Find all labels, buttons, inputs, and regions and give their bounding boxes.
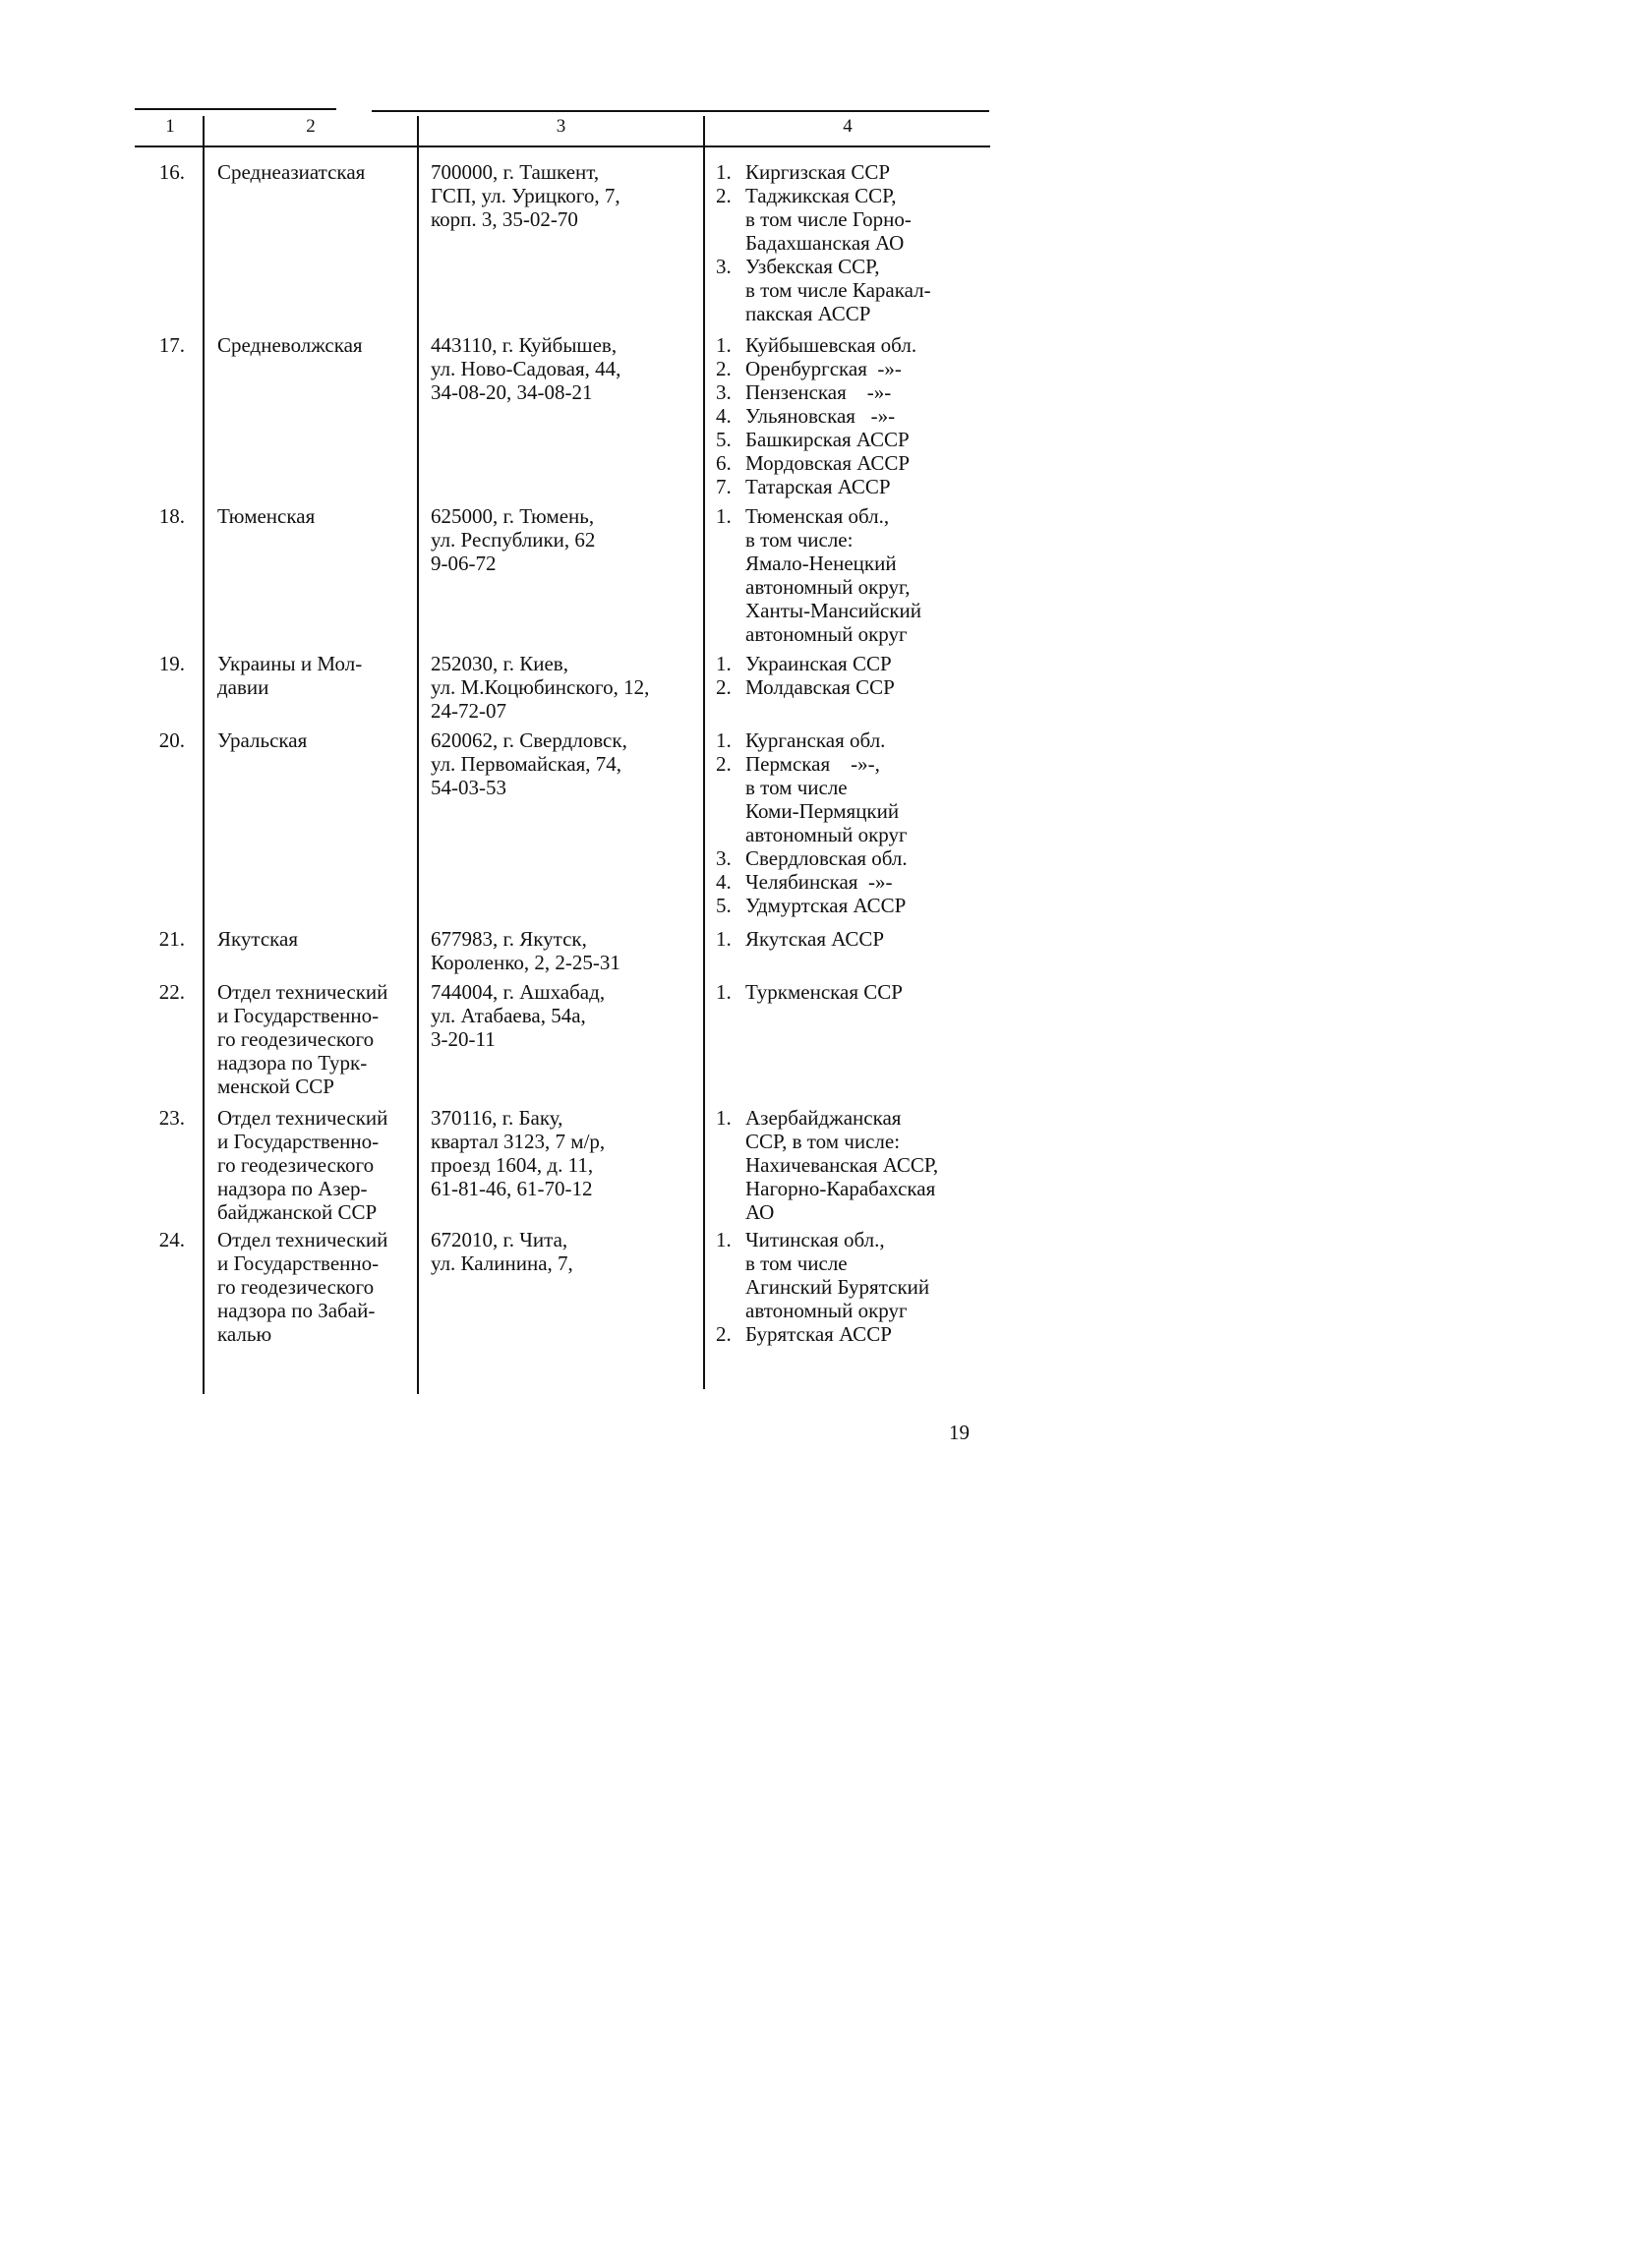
region-item-text: АО — [745, 1200, 775, 1224]
top-rule-left — [135, 108, 336, 110]
region-item-number: 1. — [716, 927, 732, 951]
region-item-text: Пензенская -»- — [745, 380, 892, 404]
region-item-number: 2. — [716, 357, 732, 380]
region-item — [716, 652, 1001, 675]
text-line: калью — [217, 1322, 272, 1346]
text-line: 700000, г. Ташкент, — [431, 160, 600, 184]
text-line: го геодезического — [217, 1153, 375, 1177]
region-item — [716, 752, 1001, 846]
text-line: Украины и Мол- — [217, 652, 363, 675]
text-line: 9-06-72 — [431, 552, 497, 575]
region-item-text: в том числе: — [745, 528, 854, 552]
inspection-name — [217, 980, 419, 1098]
text-line: надзора по Турк- — [217, 1051, 368, 1075]
row-number: 21. — [158, 927, 185, 951]
inspection-name — [217, 728, 419, 752]
region-item — [716, 380, 1001, 404]
text-line: проезд 1604, д. 11, — [431, 1153, 594, 1177]
served-regions — [716, 980, 1001, 1004]
text-line: 672010, г. Чита, — [431, 1228, 568, 1251]
text-line: надзора по Забай- — [217, 1299, 376, 1322]
region-item — [716, 728, 1001, 752]
region-item-text: Туркменская ССР — [745, 980, 903, 1004]
row-number: 20. — [158, 728, 185, 752]
region-item — [716, 675, 1001, 699]
address — [431, 927, 706, 974]
text-line: ул. Ново-Садовая, 44, — [431, 357, 621, 380]
text-line: 370116, г. Баку, — [431, 1106, 563, 1130]
region-item-text: Пермская -»-, — [745, 752, 880, 776]
region-item-text: в том числе Горно- — [745, 207, 912, 231]
region-item-text: Мордовская АССР — [745, 451, 911, 475]
text-line: ул. Республики, 62 — [431, 528, 596, 552]
region-item-number: 1. — [716, 504, 732, 528]
region-item-text: Оренбургская -»- — [745, 357, 902, 380]
region-item-text: пакская АССР — [745, 302, 871, 325]
region-item — [716, 504, 1001, 646]
text-line: 443110, г. Куйбышев, — [431, 333, 618, 357]
text-line: 34-08-20, 34-08-21 — [431, 380, 593, 404]
text-line: 620062, г. Свердловск, — [431, 728, 627, 752]
text-line: Тюменская — [217, 504, 316, 528]
region-item-number: 3. — [716, 255, 732, 278]
top-rule-right — [372, 110, 989, 112]
row-number: 18. — [158, 504, 185, 528]
text-line: надзора по Азер- — [217, 1177, 368, 1200]
served-regions — [716, 504, 1001, 646]
header-col-3: 3 — [556, 116, 566, 137]
region-item-text: Молдавская ССР — [745, 675, 895, 699]
text-line: Средневолжская — [217, 333, 363, 357]
text-line: Среднеазиатская — [217, 160, 366, 184]
row-number: 17. — [158, 333, 185, 357]
region-item-text: Куйбышевская обл. — [745, 333, 917, 357]
row-number: 24. — [158, 1228, 185, 1251]
text-line: 61-81-46, 61-70-12 — [431, 1177, 593, 1200]
region-item — [716, 1322, 1001, 1346]
region-item-text: Курганская обл. — [745, 728, 886, 752]
text-line: менской ССР — [217, 1075, 334, 1098]
inspection-name — [217, 160, 419, 184]
region-item — [716, 160, 1001, 184]
address — [431, 1228, 706, 1275]
region-item-number: 4. — [716, 870, 732, 894]
inspection-name — [217, 652, 419, 699]
region-item — [716, 927, 1001, 951]
region-item-text: Узбекская ССР, — [745, 255, 880, 278]
header-col-2: 2 — [306, 116, 316, 137]
served-regions — [716, 652, 1001, 699]
text-line: корп. 3, 35-02-70 — [431, 207, 578, 231]
row-number: 23. — [158, 1106, 185, 1130]
served-regions — [716, 728, 1001, 917]
page-number: 19 — [949, 1421, 970, 1444]
region-item-text: Читинская обл., — [745, 1228, 885, 1251]
region-item-number: 1. — [716, 980, 732, 1004]
header-col-4: 4 — [843, 116, 853, 137]
header-col-1: 1 — [165, 116, 175, 137]
region-item-text: Нагорно-Карабахская — [745, 1177, 936, 1200]
text-line: 54-03-53 — [431, 776, 506, 799]
region-item — [716, 1106, 1001, 1224]
region-item-text: Агинский Бурятский — [745, 1275, 930, 1299]
text-line: ул. М.Коцюбинского, 12, — [431, 675, 650, 699]
region-item-text: автономный округ — [745, 823, 908, 846]
region-item-text: Нахичеванская АССР, — [745, 1153, 939, 1177]
region-item-text: Киргизская ССР — [745, 160, 891, 184]
region-item-text: Ямало-Ненецкий — [745, 552, 897, 575]
region-item-number: 4. — [716, 404, 732, 428]
region-item-text: Ханты-Мансийский — [745, 599, 922, 622]
region-item — [716, 404, 1001, 428]
text-line: 3-20-11 — [431, 1027, 496, 1051]
region-item — [716, 475, 1001, 498]
text-line: Отдел технический — [217, 980, 388, 1004]
text-line: ГСП, ул. Урицкого, 7, — [431, 184, 620, 207]
region-item-number: 7. — [716, 475, 732, 498]
region-item-text: Тюменская обл., — [745, 504, 890, 528]
text-line: Якутская — [217, 927, 299, 951]
address — [431, 652, 706, 723]
text-line: 677983, г. Якутск, — [431, 927, 587, 951]
row-number: 22. — [158, 980, 185, 1004]
text-line: и Государственно- — [217, 1004, 380, 1027]
region-item-number: 3. — [716, 380, 732, 404]
row-number: 16. — [158, 160, 185, 184]
text-line: 744004, г. Ашхабад, — [431, 980, 606, 1004]
address — [431, 1106, 706, 1200]
address — [431, 160, 706, 231]
region-item-number: 1. — [716, 160, 732, 184]
address — [431, 333, 706, 404]
region-item — [716, 451, 1001, 475]
inspection-name — [217, 927, 419, 951]
region-item-text: Таджикская ССР, — [745, 184, 897, 207]
region-item-text: в том числе Каракал- — [745, 278, 931, 302]
served-regions — [716, 1106, 1001, 1224]
region-item-text: Башкирская АССР — [745, 428, 910, 451]
region-item-number: 1. — [716, 333, 732, 357]
region-item-number: 6. — [716, 451, 732, 475]
region-item-number: 3. — [716, 846, 732, 870]
region-item-number: 5. — [716, 894, 732, 917]
text-line: Уральская — [217, 728, 308, 752]
inspection-name — [217, 504, 419, 528]
region-item — [716, 846, 1001, 870]
text-line: квартал 3123, 7 м/р, — [431, 1130, 606, 1153]
text-line: давии — [217, 675, 269, 699]
column-divider-1 — [203, 116, 205, 1394]
region-item — [716, 894, 1001, 917]
text-line: ул. Атабаева, 54а, — [431, 1004, 586, 1027]
region-item-text: в том числе — [745, 1251, 848, 1275]
text-line: ул. Калинина, 7, — [431, 1251, 573, 1275]
region-item-text: ССР, в том числе: — [745, 1130, 901, 1153]
text-line: 252030, г. Киев, — [431, 652, 568, 675]
region-item — [716, 428, 1001, 451]
inspection-name — [217, 333, 419, 357]
inspection-name — [217, 1106, 419, 1224]
region-item-number: 2. — [716, 1322, 732, 1346]
region-item-text: автономный округ — [745, 622, 908, 646]
header-rule — [135, 145, 990, 147]
region-item-number: 2. — [716, 752, 732, 776]
text-line: Короленко, 2, 2-25-31 — [431, 951, 620, 974]
region-item — [716, 184, 1001, 255]
region-item-text: Татарская АССР — [745, 475, 891, 498]
region-item-text: Свердловская обл. — [745, 846, 908, 870]
served-regions — [716, 160, 1001, 325]
region-item-number: 2. — [716, 675, 732, 699]
address — [431, 728, 706, 799]
region-item-text: автономный округ — [745, 1299, 908, 1322]
served-regions — [716, 333, 1001, 498]
region-item-text: Азербайджанская — [745, 1106, 902, 1130]
text-line: байджанской ССР — [217, 1200, 378, 1224]
text-line: Отдел технический — [217, 1228, 388, 1251]
region-item-text: Бурятская АССР — [745, 1322, 892, 1346]
region-item-text: Украинская ССР — [745, 652, 892, 675]
served-regions — [716, 927, 1001, 951]
text-line: ул. Первомайская, 74, — [431, 752, 622, 776]
text-line: Отдел технический — [217, 1106, 388, 1130]
row-number: 19. — [158, 652, 185, 675]
text-line: 625000, г. Тюмень, — [431, 504, 595, 528]
region-item-number: 5. — [716, 428, 732, 451]
region-item — [716, 980, 1001, 1004]
inspection-name — [217, 1228, 419, 1346]
region-item-number: 1. — [716, 728, 732, 752]
region-item-text: в том числе — [745, 776, 848, 799]
region-item — [716, 255, 1001, 325]
region-item-text: Якутская АССР — [745, 927, 885, 951]
text-line: 24-72-07 — [431, 699, 506, 723]
text-line: го геодезического — [217, 1027, 375, 1051]
region-item-text: автономный округ, — [745, 575, 911, 599]
region-item-number: 1. — [716, 1228, 732, 1251]
region-item — [716, 357, 1001, 380]
region-item-number: 1. — [716, 1106, 732, 1130]
region-item-text: Челябинская -»- — [745, 870, 893, 894]
region-item — [716, 1228, 1001, 1322]
text-line: го геодезического — [217, 1275, 375, 1299]
region-item-text: Бадахшанская АО — [745, 231, 905, 255]
region-item — [716, 870, 1001, 894]
region-item-text: Коми-Пермяцкий — [745, 799, 900, 823]
served-regions — [716, 1228, 1001, 1346]
region-item-number: 2. — [716, 184, 732, 207]
address — [431, 980, 706, 1051]
region-item-text: Удмуртская АССР — [745, 894, 907, 917]
text-line: и Государственно- — [217, 1251, 380, 1275]
region-item-number: 1. — [716, 652, 732, 675]
text-line: и Государственно- — [217, 1130, 380, 1153]
region-item-text: Ульяновская -»- — [745, 404, 896, 428]
address — [431, 504, 706, 575]
region-item — [716, 333, 1001, 357]
